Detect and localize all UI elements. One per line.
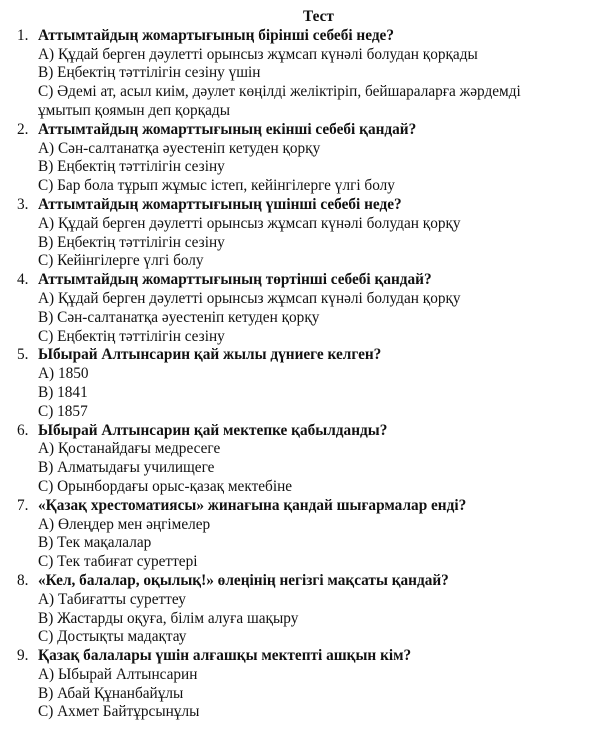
question-line — [0, 647, 613, 666]
question-line — [0, 497, 613, 516]
question-line — [0, 27, 613, 46]
question-item — [0, 271, 613, 346]
question-line — [0, 346, 613, 365]
question-number: 5. — [17, 346, 29, 364]
question-number: 2. — [17, 120, 29, 138]
answer-option: С) 1857 — [38, 402, 88, 420]
answer-option: А) Құдай берген дәулетті орынсыз жұмсап күнәлі болудан қорқады — [38, 45, 478, 63]
answer-option: В) Тек мақалалар — [38, 534, 152, 552]
answer-option: С) Бар бола тұрып жұмыс істеп, кейінгілерге үлгі болу — [38, 177, 395, 195]
question-list — [0, 27, 613, 722]
answer-option: С) Достықты мадақтау — [38, 628, 187, 646]
question-number: 8. — [17, 571, 29, 589]
question-text: «Қазақ хрестоматиясы» жинағына қандай шығармалар енді? — [38, 496, 467, 514]
answer-option: А) Қостанайдағы медресеге — [38, 440, 221, 458]
answer-option: В) Алматыдағы училищеге — [38, 459, 215, 477]
answer-option: В) Еңбектің тәттілігін сезіну — [38, 233, 225, 251]
question-text: Ыбырай Алтынсарин қай мектепке қабылданды? — [38, 421, 388, 439]
question-line — [0, 271, 613, 290]
question-number: 3. — [17, 195, 29, 213]
answer-option: А) Сән-салтанатқа әуестеніп кетуден қорқу — [38, 139, 321, 157]
question-item — [0, 121, 613, 196]
answer-option: С) Орынбордағы орыс-қазақ мектебіне — [38, 477, 293, 495]
question-text: Қазақ балалары үшін алғашқы мектепті ашқын кім? — [38, 647, 412, 665]
answer-option: В) 1841 — [38, 383, 88, 401]
question-text: «Кел, балалар, оқылық!» өлеңінің негізгі мақсаты қандай? — [38, 571, 449, 589]
question-number: 1. — [17, 26, 29, 44]
question-number: 6. — [17, 421, 29, 439]
question-item — [0, 346, 613, 421]
answer-option: А) 1850 — [38, 365, 89, 383]
question-text: Ыбырай Алтынсарин қай жылы дүниеге келген? — [38, 346, 382, 364]
question-number: 9. — [17, 647, 29, 665]
question-number: 7. — [17, 496, 29, 514]
question-line — [0, 196, 613, 215]
question-text: Аттымтайдың жомарттығының төртінші себебі қандай? — [38, 271, 432, 289]
answer-option: С) Кейінгілерге үлгі болу — [38, 252, 204, 270]
answer-option: А) Ыбырай Алтынсарин — [38, 665, 198, 683]
answer-option: С) Тек табиғат суреттері — [38, 553, 198, 571]
question-item — [0, 422, 613, 497]
answer-option: В) Еңбектің тәттілігін сезіну үшін — [38, 64, 261, 82]
answer-option: ұмытып қоямын деп қорқады — [38, 101, 230, 119]
question-text: Аттымтайдың жомарттығының үшінші себебі неде? — [38, 195, 402, 213]
question-line — [0, 121, 613, 140]
question-item — [0, 647, 613, 722]
answer-option: В) Абай Құнанбайұлы — [38, 684, 184, 702]
answer-option: С) Еңбектің тәттілігін сезіну — [38, 327, 225, 345]
answer-option: С) Әдемі ат, асыл киім, дәулет көңілді желіктіріп, бейшараларға жәрдемді — [38, 83, 521, 101]
question-number: 4. — [17, 271, 29, 289]
question-item — [0, 497, 613, 572]
answer-option: А) Құдай берген дәулетті орынсыз жұмсап күнәлі болудан қорқу — [38, 214, 461, 232]
question-item — [0, 196, 613, 271]
answer-option: А) Өлеңдер мен әңгімелер — [38, 515, 211, 533]
answer-option: В) Еңбектің тәттілігін сезіну — [38, 158, 225, 176]
question-line — [0, 422, 613, 441]
question-item — [0, 27, 613, 121]
answer-option: А) Құдай берген дәулетті орынсыз жұмсап күнәлі болудан қорқу — [38, 289, 461, 307]
question-line — [0, 572, 613, 591]
answer-option: С) Ахмет Байтұрсынұлы — [38, 703, 200, 721]
answer-option: В) Жастарды оқуға, білім алуға шақыру — [38, 609, 299, 627]
answer-option: В) Сән-салтанатқа әуестеніп кетуден қорқу — [38, 308, 320, 326]
document-title: Тест — [303, 8, 334, 25]
answer-option: А) Табиғатты суреттеу — [38, 590, 186, 608]
question-text: Аттымтайдың жомарттығының екінші себебі қандай? — [38, 120, 417, 138]
question-text: Аттымтайдың жомартығының бірінші себебі неде? — [38, 26, 394, 44]
question-item — [0, 572, 613, 647]
